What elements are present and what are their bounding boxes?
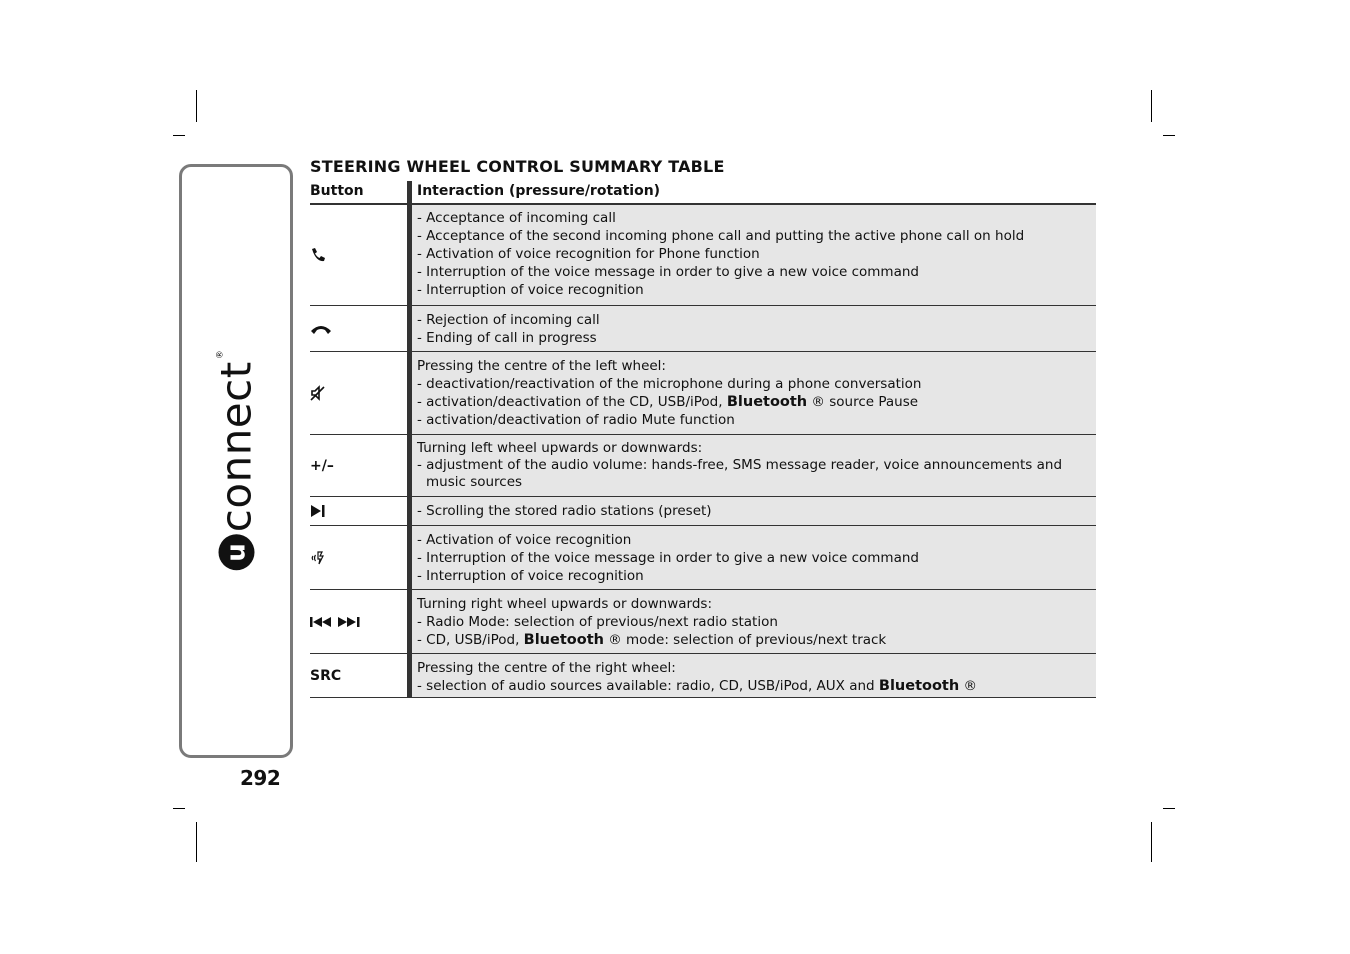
interaction-cell	[407, 352, 1096, 434]
interaction-cell	[407, 306, 1096, 351]
interaction-line: - activation/deactivation of radio Mute function	[417, 412, 735, 428]
interaction-line: - adjustment of the audio volume: hands-free, SMS message reader, voice announcements and music sources	[417, 457, 1063, 490]
table-row	[310, 435, 1096, 497]
logo-registered-mark: ®	[215, 349, 226, 360]
interaction-cell	[407, 205, 1096, 305]
interaction-line: - Scrolling the stored radio stations (preset)	[417, 503, 712, 519]
interaction-line	[417, 393, 1090, 411]
crop-mark	[196, 90, 197, 122]
interaction-line: - Interruption of voice recognition	[417, 282, 644, 298]
button-cell	[310, 654, 407, 697]
crop-mark	[1151, 90, 1152, 122]
interaction-line: - Activation of voice recognition for Phone function	[417, 246, 760, 262]
table-header	[310, 181, 1096, 205]
prev-next-icon	[310, 616, 364, 628]
bluetooth-brand: Bluetooth	[726, 394, 808, 410]
interaction-cell	[407, 654, 1096, 697]
table-row	[310, 497, 1096, 526]
crop-mark	[173, 135, 185, 136]
table-row	[310, 590, 1096, 654]
table-row	[310, 526, 1096, 590]
interaction-line: - Acceptance of incoming call	[417, 210, 616, 226]
interaction-line	[417, 631, 1090, 649]
interaction-cell	[407, 435, 1096, 496]
button-cell	[310, 497, 407, 525]
crop-mark	[1151, 822, 1152, 862]
interaction-intro: Turning right wheel upwards or downwards:	[417, 596, 713, 612]
button-cell	[310, 526, 407, 589]
line-text: - CD, USB/iPod,	[417, 632, 524, 648]
voice-recognition-icon	[310, 550, 326, 566]
line-text: ® mode: selection of previous/next track	[603, 632, 887, 648]
interaction-intro: Pressing the centre of the right wheel:	[417, 660, 676, 676]
interaction-cell	[407, 497, 1096, 525]
interaction-line: - Interruption of voice recognition	[417, 568, 644, 584]
page-number: 292	[240, 766, 281, 790]
bluetooth-brand: Bluetooth	[878, 678, 960, 694]
phone-answer-icon	[310, 247, 326, 263]
interaction-line: - Rejection of incoming call	[417, 312, 600, 328]
next-icon	[310, 504, 326, 518]
section-title: STEERING WHEEL CONTROL SUMMARY TABLE	[310, 157, 725, 176]
interaction-intro: Pressing the centre of the left wheel:	[417, 358, 666, 374]
button-cell	[310, 205, 407, 305]
line-text: - activation/deactivation of the CD, USB/iPod,	[417, 394, 727, 410]
button-cell	[310, 306, 407, 351]
logo-text: connect	[211, 361, 261, 533]
interaction-cell	[407, 526, 1096, 589]
crop-mark	[1163, 135, 1175, 136]
interaction-line: - Interruption of the voice message in order to give a new voice command	[417, 264, 919, 280]
button-cell	[310, 590, 407, 653]
mute-icon	[310, 385, 326, 401]
button-cell	[310, 352, 407, 434]
header-button: Button	[310, 183, 364, 199]
header-interaction: Interaction (pressure/rotation)	[407, 181, 1096, 203]
summary-table	[310, 181, 1096, 698]
crop-mark	[196, 822, 197, 862]
table-row	[310, 306, 1096, 352]
volume-button-label: +/–	[310, 457, 334, 474]
interaction-line: - deactivation/reactivation of the microphone during a phone conversation	[417, 376, 922, 392]
crop-mark	[1163, 808, 1175, 809]
table-row	[310, 352, 1096, 435]
line-text: ® source Pause	[807, 394, 919, 410]
interaction-line: - Interruption of the voice message in order to give a new voice command	[417, 550, 919, 566]
table-row	[310, 654, 1096, 698]
interaction-line: - Radio Mode: selection of previous/next radio station	[417, 614, 778, 630]
bluetooth-brand: Bluetooth	[523, 632, 604, 648]
interaction-line	[417, 677, 1090, 695]
interaction-cell	[407, 590, 1096, 653]
line-text: - selection of audio sources available: radio, CD, USB/iPod, AUX and	[417, 678, 879, 694]
logo-u-letter: u	[218, 534, 254, 570]
phone-hangup-icon	[310, 323, 332, 335]
line-text: ®	[959, 678, 977, 694]
interaction-line: - Activation of voice recognition	[417, 532, 632, 548]
interaction-intro: Turning left wheel upwards or downwards:	[417, 440, 703, 456]
table-row	[310, 205, 1096, 306]
interaction-line: - Acceptance of the second incoming phone call and putting the active phone call on hold	[417, 228, 1025, 244]
interaction-line: - Ending of call in progress	[417, 330, 597, 346]
src-button-label: SRC	[310, 667, 342, 684]
button-cell	[310, 435, 407, 496]
crop-mark	[173, 808, 185, 809]
